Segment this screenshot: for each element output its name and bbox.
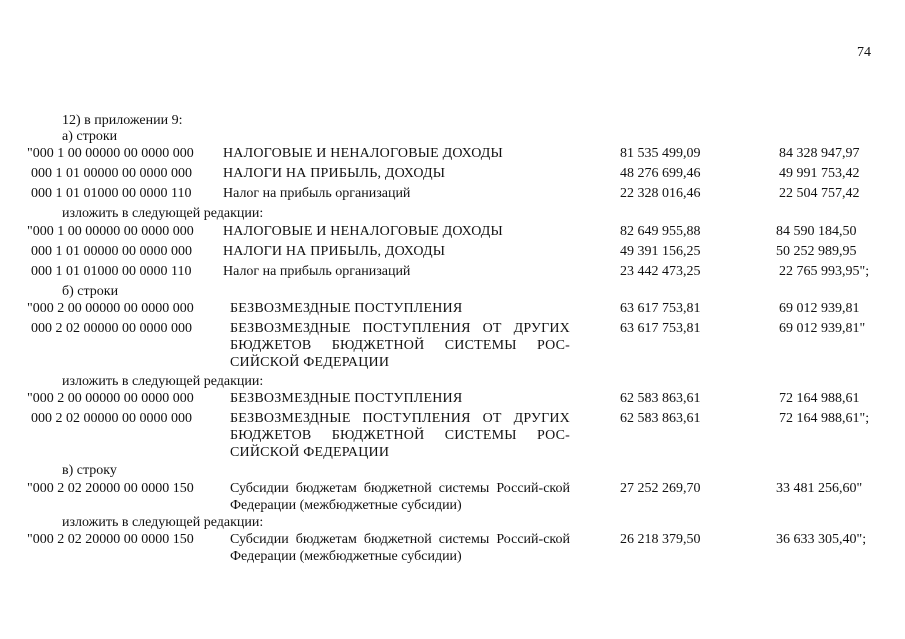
row-code: 000 1 01 00000 00 0000 000 <box>31 244 192 259</box>
row-value-2: 72 164 988,61 <box>779 391 860 406</box>
row-code: 000 2 02 00000 00 0000 000 <box>31 321 192 336</box>
row-value-1: 62 583 863,61 <box>620 391 701 406</box>
row-value-1: 49 391 156,25 <box>620 244 701 259</box>
intro-text: 12) в приложении 9: <box>62 113 183 128</box>
row-code: "000 2 02 20000 00 0000 150 <box>27 481 194 496</box>
row-name: БЕЗВОЗМЕЗДНЫЕ ПОСТУПЛЕНИЯ ОТ ДРУГИХ БЮДЖЕТОВ БЮДЖЕТНОЙ СИСТЕМЫ РОС-СИЙСКОЙ ФЕДЕРАЦИИ <box>230 411 570 460</box>
row-value-2: 22 504 757,42 <box>779 186 860 201</box>
row-name: БЕЗВОЗМЕЗДНЫЕ ПОСТУПЛЕНИЯ <box>230 301 463 316</box>
row-value-1: 22 328 016,46 <box>620 186 701 201</box>
row-value-1: 81 535 499,09 <box>620 146 701 161</box>
row-name: БЕЗВОЗМЕЗДНЫЕ ПОСТУПЛЕНИЯ <box>230 391 463 406</box>
row-code: 000 1 01 01000 00 0000 110 <box>31 186 192 201</box>
row-value-2: 22 765 993,95"; <box>779 264 870 279</box>
row-value-1: 63 617 753,81 <box>620 301 701 316</box>
row-value-2: 69 012 939,81 <box>779 301 860 316</box>
page-number: 74 <box>857 45 871 60</box>
row-value-1: 62 583 863,61 <box>620 411 701 426</box>
row-name: БЕЗВОЗМЕЗДНЫЕ ПОСТУПЛЕНИЯ ОТ ДРУГИХ БЮДЖЕТОВ БЮДЖЕТНОЙ СИСТЕМЫ РОС-СИЙСКОЙ ФЕДЕРАЦИИ <box>230 321 570 370</box>
row-code: 000 1 01 01000 00 0000 110 <box>31 264 192 279</box>
row-value-2: 84 328 947,97 <box>779 146 860 161</box>
row-value-2: 69 012 939,81" <box>779 321 866 336</box>
row-name: НАЛОГОВЫЕ И НЕНАЛОГОВЫЕ ДОХОДЫ <box>223 224 503 239</box>
row-name: Субсидии бюджетам бюджетной системы Россий-ской Федерации (межбюджетные субсидии) <box>230 532 570 564</box>
row-name: Налог на прибыль организаций <box>223 264 411 279</box>
row-code: "000 1 00 00000 00 0000 000 <box>27 146 194 161</box>
row-code: "000 2 00 00000 00 0000 000 <box>27 391 194 406</box>
row-value-1: 63 617 753,81 <box>620 321 701 336</box>
row-value-2: 36 633 305,40"; <box>776 532 867 547</box>
row-code: "000 2 02 20000 00 0000 150 <box>27 532 194 547</box>
row-value-1: 82 649 955,88 <box>620 224 701 239</box>
section-heading: изложить в следующей редакции: <box>62 374 264 389</box>
row-value-2: 33 481 256,60" <box>776 481 863 496</box>
row-code: "000 2 00 00000 00 0000 000 <box>27 301 194 316</box>
row-value-2: 49 991 753,42 <box>779 166 860 181</box>
row-value-1: 27 252 269,70 <box>620 481 701 496</box>
section-heading: б) строки <box>62 284 119 299</box>
row-name: НАЛОГОВЫЕ И НЕНАЛОГОВЫЕ ДОХОДЫ <box>223 146 503 161</box>
row-code: "000 1 00 00000 00 0000 000 <box>27 224 194 239</box>
row-value-1: 23 442 473,25 <box>620 264 701 279</box>
row-name: НАЛОГИ НА ПРИБЫЛЬ, ДОХОДЫ <box>223 166 446 181</box>
section-heading: изложить в следующей редакции: <box>62 206 264 221</box>
row-value-2: 84 590 184,50 <box>776 224 857 239</box>
row-name: Субсидии бюджетам бюджетной системы Россий-ской Федерации (межбюджетные субсидии) <box>230 481 570 513</box>
row-value-1: 48 276 699,46 <box>620 166 701 181</box>
row-value-2: 72 164 988,61"; <box>779 411 870 426</box>
row-value-2: 50 252 989,95 <box>776 244 857 259</box>
row-code: 000 2 02 00000 00 0000 000 <box>31 411 192 426</box>
section-heading: изложить в следующей редакции: <box>62 515 264 530</box>
row-name: Налог на прибыль организаций <box>223 186 411 201</box>
section-heading: а) строки <box>62 129 118 144</box>
row-name: НАЛОГИ НА ПРИБЫЛЬ, ДОХОДЫ <box>223 244 446 259</box>
row-code: 000 1 01 00000 00 0000 000 <box>31 166 192 181</box>
row-value-1: 26 218 379,50 <box>620 532 701 547</box>
section-heading: в) строку <box>62 463 117 478</box>
